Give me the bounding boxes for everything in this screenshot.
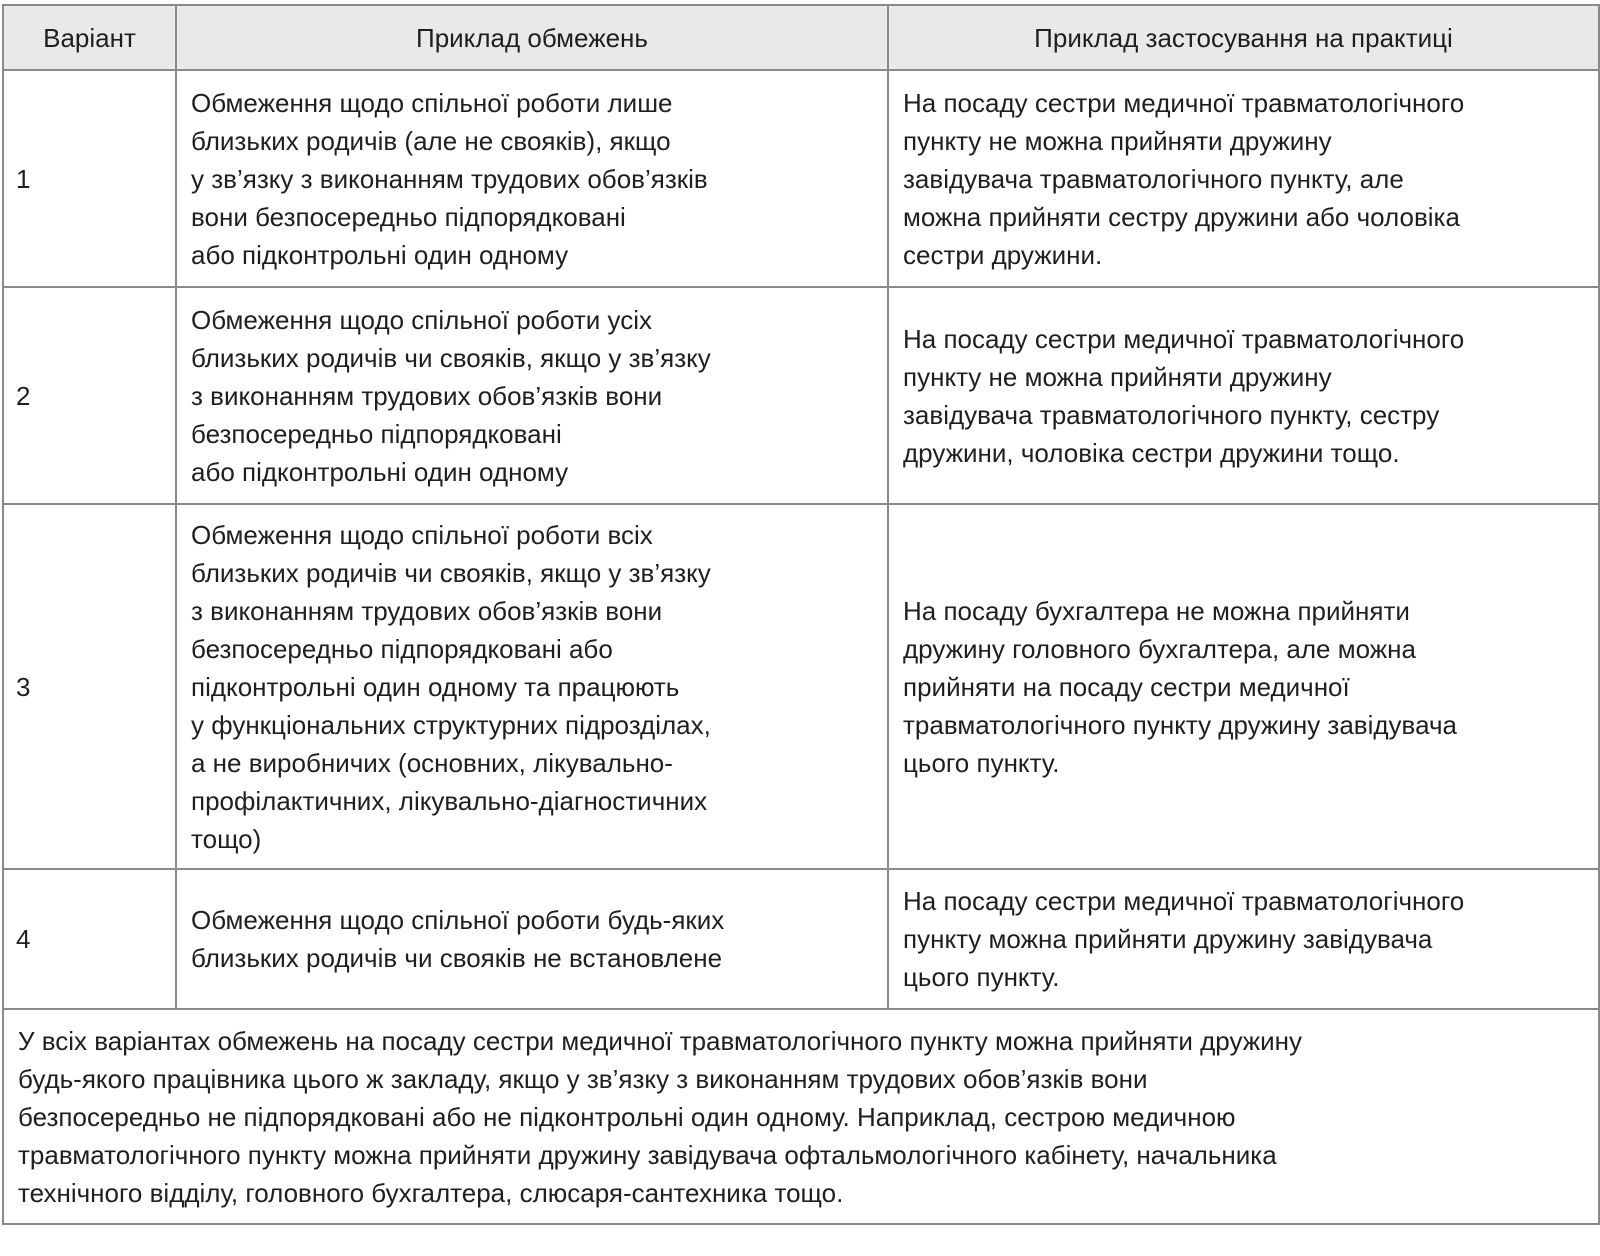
variant-number: 1: [3, 70, 176, 287]
practice-text: На посаду сестри медичної травматологічного пункту можна прийняти дружину завідувача цього пункту.: [888, 869, 1599, 1009]
variant-number: 2: [3, 287, 176, 504]
table-row: [3, 504, 1599, 869]
table-row: [3, 70, 1599, 287]
table-row: [3, 287, 1599, 504]
header-practice-example: Приклад застосування на практиці: [888, 5, 1599, 70]
restriction-text: Обмеження щодо спільної роботи усіх близьких родичів чи свояків, якщо у зв’язку з виконанням трудових обов’язків вони безпосередньо підпорядковані або підконтрольні один одному: [176, 287, 888, 504]
table-row: [3, 869, 1599, 1009]
restriction-text: Обмеження щодо спільної роботи будь-яких близьких родичів чи свояків не встановлене: [176, 869, 888, 1009]
restriction-text: Обмеження щодо спільної роботи лише близьких родичів (але не свояків), якщо у зв’язку з виконанням трудових обов’язків вони безпосередньо підпорядковані або підконтрольні один одному: [176, 70, 888, 287]
table-footer-row: [3, 1009, 1599, 1224]
restriction-text: Обмеження щодо спільної роботи всіх близьких родичів чи свояків, якщо у зв’язку з виконанням трудових обов’язків вони безпосередньо підпорядковані або підконтрольні один одному та працюють у функціональних структурних підрозділах, а не виробничих (основних, лікувально- профілактичних, лікувально-діагностичних тощо): [176, 504, 888, 869]
header-variant: Варіант: [3, 5, 176, 70]
restrictions-table: [2, 4, 1600, 1225]
variant-number: 4: [3, 869, 176, 1009]
variant-number: 3: [3, 504, 176, 869]
practice-text: На посаду сестри медичної травматологічного пункту не можна прийняти дружину завідувача травматологічного пункту, сестру дружини, чоловіка сестри дружини тощо.: [888, 287, 1599, 504]
footer-note: У всіх варіантах обмежень на посаду сестри медичної травматологічного пункту можна прийняти дружину будь-якого працівника цього ж закладу, якщо у зв’язку з виконанням трудових обов’язків вони безпосередньо не підпорядковані або не підконтрольні один одному. Наприклад, сестрою медичною травматологічного пункту можна прийняти дружину завідувача офтальмологічного кабінету, начальника технічного відділу, головного бухгалтера, слюсаря-сантехника тощо.: [3, 1009, 1599, 1224]
header-restriction-example: Приклад обмежень: [176, 5, 888, 70]
practice-text: На посаду бухгалтера не можна прийняти дружину головного бухгалтера, але можна прийняти на посаду сестри медичної травматологічного пункту дружину завідувача цього пункту.: [888, 504, 1599, 869]
practice-text: На посаду сестри медичної травматологічного пункту не можна прийняти дружину завідувача травматологічного пункту, але можна прийняти сестру дружини або чоловіка сестри дружини.: [888, 70, 1599, 287]
table-header-row: [3, 5, 1599, 70]
